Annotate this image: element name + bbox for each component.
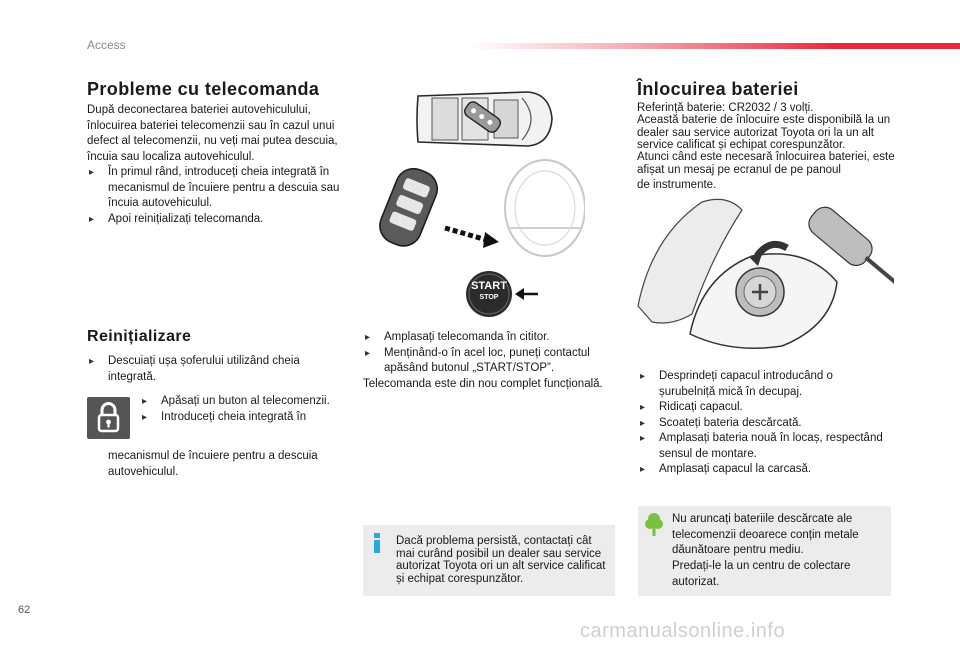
intro-paragraph: După deconectarea bateriei autovehiculului, înlocuirea bateriei telecomenzii sau în cazul unui defect al telecomenzii, nu veți mai putea descuia, încuia sau localiza autovehiculul. [87,104,338,163]
list-item: ▸ În primul rând, introduceți cheia integrată în mecanismul de încuiere pentru a descuia sau încuia autovehiculul. [87,165,347,212]
reset-bullet-list-1 [87,354,327,385]
eco-note-text: Nu aruncați bateriile descărcate ale telecomenzii deoarece conțin metale dăunătoare pentru mediu. [672,513,859,556]
eco-note-text-2: Predați-le la un centru de colectare autorizat. [672,560,851,588]
remote-near-steering-illustration [375,158,585,258]
battery-message-text-end: de instrumente. [637,179,717,191]
list-item: ▸ Desprindeți capacul introducând o șurubelniță mică în decupaj. [638,369,883,400]
list-item: ▸ Apoi reinițializați telecomanda. [87,212,347,228]
vehicle-top-view-illustration [410,86,556,152]
stop-label: STOP [479,294,499,301]
middle-bullet-list [363,330,623,377]
section-label: Access [87,38,126,52]
list-item: ▸ Scoateți bateria descărcată. [638,416,883,432]
list-item: ▸ Apăsați un buton al telecomenzii. [140,394,360,410]
tree-icon [645,512,663,536]
battery-reference: Referință baterie: CR2032 / 3 volți. [637,102,814,114]
remote-battery-illustration [632,196,894,352]
title-reset: Reinițializare [87,328,192,345]
left-bullet-list [87,165,347,227]
list-item: ▸ Amplasați telecomanda în cititor. [363,330,623,346]
reset-bullet-list-2 [140,394,360,425]
middle-after-text: Telecomanda este din nou complet funcțională. [363,378,603,390]
info-note-text: Dacă problema persistă, contactați cât mai curând posibil un dealer sau service autorizat Toyota ori un alt service calificat și echipat corespunzător. [396,535,606,585]
arrow-left-icon [513,285,539,303]
padlock-icon-box [87,397,130,439]
list-item: ▸ Amplasați bateria nouă în locaș, respectând sensul de montare. [638,431,883,462]
title-remote-problems: Probleme cu telecomanda [87,79,320,99]
reset-continued-text: mecanismul de încuiere pentru a descuia autovehiculul. [108,450,318,478]
list-item: ▸ Ridicați capacul. [638,400,883,416]
list-item: ▸ Introduceți cheia integrată în [140,410,360,426]
title-battery-replacement: Înlocuirea bateriei [637,79,799,99]
page-number: 62 [18,604,31,616]
header-accent-bar [470,43,960,49]
info-icon [372,533,382,553]
list-item: ▸ Menținând-o în acel loc, puneți contactul apăsând butonul „START/STOP”. [363,346,623,377]
battery-message-text: Atunci când este necesară înlocuirea bateriei, este afișat un mesaj pe ecranul de pe panoul [637,151,895,176]
list-item: ▸ Descuiați ușa șoferului utilizând cheia integrată. [87,354,327,385]
start-label: START [471,280,507,292]
battery-availability-text: Această baterie de înlocuire este disponibilă la un dealer sau service autorizat Toyota ori la un alt service calificat și echipat corespunzător. [637,114,891,151]
padlock-icon [87,397,130,439]
battery-steps-list [638,369,883,478]
watermark-text: carmanualsonline.info [580,620,786,642]
list-item: ▸ Amplasați capacul la carcasă. [638,462,883,478]
